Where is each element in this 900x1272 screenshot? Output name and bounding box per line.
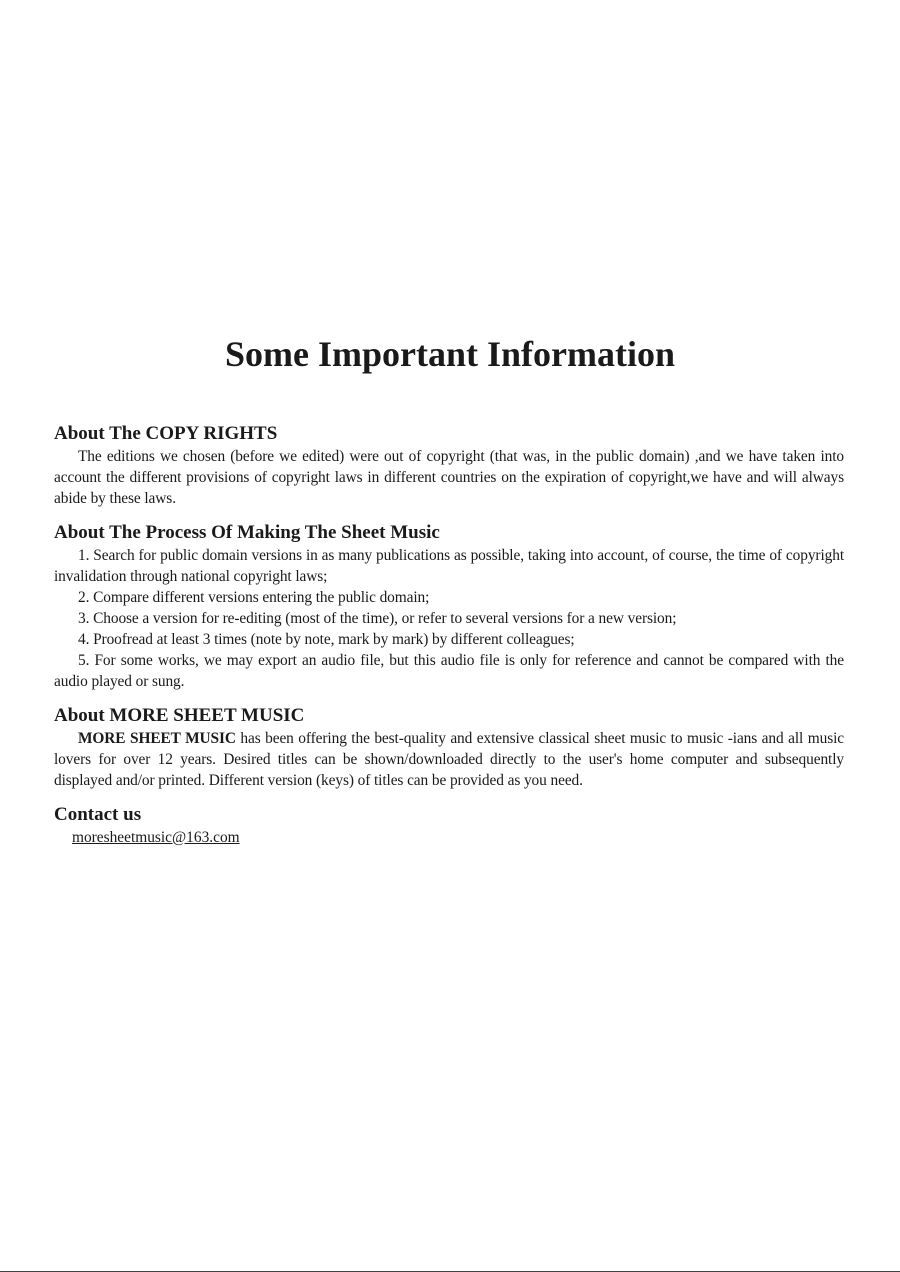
page-title: Some Important Information bbox=[225, 334, 675, 374]
document-content bbox=[54, 422, 844, 861]
process-step-5: 5. For some works, we may export an audio file, but this audio file is only for reference and cannot be compared with the audio played or sung. bbox=[54, 652, 844, 690]
process-section bbox=[54, 521, 844, 692]
copyright-section bbox=[54, 422, 844, 509]
about-section bbox=[54, 704, 844, 791]
process-step-2: 2. Compare different versions entering the public domain; bbox=[78, 589, 430, 606]
about-paragraph bbox=[54, 728, 844, 791]
about-heading: About MORE SHEET MUSIC bbox=[54, 705, 305, 726]
process-heading: About The Process Of Making The Sheet Music bbox=[54, 522, 440, 543]
process-step-3: 3. Choose a version for re-editing (most of the time), or refer to several versions for a new version; bbox=[78, 610, 677, 627]
about-body-text: has been offering the best-quality and extensive classical sheet music to music -ians and all music lovers for over 12 years. Desired titles can be shown/downloaded directly to the user's home computer and subsequently displayed and/or printed. Different version (keys) of titles can be provided as you need. bbox=[54, 730, 844, 789]
contact-heading: Contact us bbox=[54, 804, 142, 825]
copyright-paragraph: The editions we chosen (before we edited) were out of copyright (that was, in the public domain) ,and we have taken into account the different provisions of copyright laws in different countries on the expiration of copyright,we have and will always abide by these laws. bbox=[54, 448, 844, 507]
process-step-1: 1. Search for public domain versions in as many publications as possible, taking into account, of course, the time of copyright invalidation through national copyright laws; bbox=[54, 547, 844, 585]
contact-section bbox=[54, 803, 844, 849]
copyright-heading: About The COPY RIGHTS bbox=[54, 423, 278, 444]
process-step-4: 4. Proofread at least 3 times (note by note, mark by mark) by different colleagues; bbox=[78, 631, 575, 648]
contact-line bbox=[54, 827, 844, 849]
about-brand-name: MORE SHEET MUSIC bbox=[78, 730, 236, 747]
contact-email-link[interactable]: moresheetmusic@163.com bbox=[72, 829, 240, 846]
